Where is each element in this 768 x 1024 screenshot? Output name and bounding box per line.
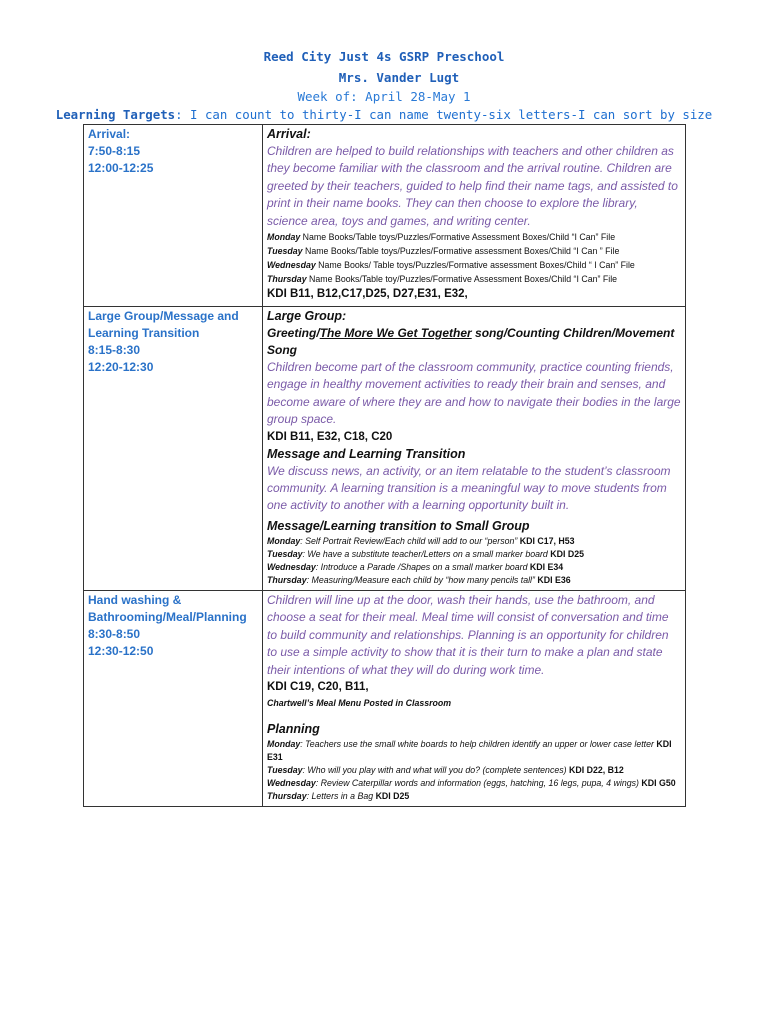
small-group-title: Message/Learning transition to Small Group [267,518,530,533]
section-description: Children will line up at the door, wash their hands, use the bathroom, and choose a seat for their meal. Meal time will consist of conversation and time to build community and relationships. Planning is an opportunity for children to use a simple activity to show that it is their turn to make a plan and state their intentions of what they will do during work time. [267,592,669,677]
row-time-pm: 12:30-12:50 [88,643,154,658]
row-activity-title: Large Group/Message and Learning Transition [88,309,239,341]
day-kdi: KDI D25 [375,790,410,801]
day-line [267,777,681,790]
day-label: Tuesday [267,764,303,775]
greeting-prefix: Greeting/ [267,326,320,341]
day-line [267,561,681,574]
day-text: : Introduce a Parade /Shapes on a small marker board [315,561,530,572]
row-detail-cell [263,307,686,591]
message-description: We discuss news, an activity, or an item relatable to the student’s classroom community. A learning transition is a meaningful way to move students from one activity to another with a learning opportunity built in. [267,463,671,513]
day-label: Monday [267,738,301,749]
section-description: Children are helped to build relationships with teachers and other children as they become familiar with the classroom and the arrival routine. Children are greeted by their teachers, guided to help find their name tags, and assisted to print in their name books. They can then choose to explore the library, science area, toys and games, and writing center. [267,144,678,228]
row-time-cell [84,125,263,307]
week-of: Week of: April 28-May 1 [297,89,471,104]
day-label: Thursday [267,790,307,801]
day-kdi: KDI D25 [550,548,585,559]
day-label: Wednesday [267,777,316,788]
day-kdi: KDI E34 [529,561,564,572]
day-text: : Teachers use the small white boards to help children identify an upper or lower case letter [300,738,657,749]
row-time-pm: 12:20-12:30 [88,360,154,375]
day-label: Tuesday [267,246,303,257]
day-text: : Letters in a Bag [306,790,376,801]
day-kdi: KDI E31 [267,738,672,762]
kdi-codes: KDI C19, C20, B11, [267,680,369,693]
day-kdi: KDI E36 [537,574,571,585]
kdi-codes: KDI B11, B12,C17,D25, D27,E31, E32, [267,288,468,301]
day-text: Name Books/ Table toys/Puzzles/Formative assessment Boxes/Child “ I Can” File [315,260,635,271]
document-header [0,46,768,124]
row-time-am: 7:50-8:15 [88,144,141,158]
meal-menu-note: Chartwell’s Meal Menu Posted in Classroom [267,697,452,708]
kdi-codes: KDI B11, E32, C18, C20 [267,430,393,443]
day-line [267,790,681,803]
day-label: Monday [267,535,301,546]
school-name: Reed City Just 4s GSRP Preschool [263,49,505,64]
day-line [267,258,681,272]
row-time-cell [84,590,263,806]
day-kdi: KDI C17, H53 [519,535,575,546]
row-time-cell [84,307,263,591]
song-title: The More We Get Together [319,326,472,341]
day-text: : Self Portrait Review/Each child will add to our “person” [300,535,520,546]
greeting-line [267,325,681,359]
day-text: : Review Caterpillar words and information (eggs, hatching, 16 legs, pupa, 4 wings) [315,777,642,788]
row-detail-cell [263,590,686,806]
row-activity-title: Arrival: [88,127,131,141]
day-kdi: KDI D22, B12 [569,764,624,775]
day-text: : We have a substitute teacher/Letters on a small marker board [302,548,551,559]
table-row [84,307,686,591]
day-text: Name Books/Table toys/Puzzles/Formative Assessment Boxes/Child “I Can” File [300,232,616,243]
teacher-name: Mrs. Vander Lugt [338,70,460,85]
planning-title: Planning [267,721,320,736]
learning-targets-label: Learning Targets [55,107,176,122]
day-text: Name Books/Table toy/Puzzles/Formative Assessment Boxes/Child “I Can” File [306,274,618,285]
day-line [267,574,681,587]
day-kdi: KDI G50 [641,777,676,788]
day-line [267,272,681,286]
section-title: Arrival: [267,127,311,141]
day-line [267,244,681,258]
day-text: : Measuring/Measure each child by “how many pencils tall” [306,574,538,585]
day-label: Tuesday [267,548,303,559]
day-line [267,738,681,764]
table-row [84,125,686,307]
day-label: Monday [267,232,301,243]
day-label: Thursday [267,574,307,585]
day-text: : Who will you play with and what will you do? (complete sentences) [302,764,570,775]
message-title: Message and Learning Transition [267,446,466,461]
spacer [267,710,681,720]
day-text: Name Books/Table toys/Puzzles/Formative assessment Boxes/Child “I Can ” File [302,246,620,257]
learning-targets-text: : I can count to thirty-I can name twenty-six letters-I can sort by size [175,107,713,122]
learning-targets [0,106,768,124]
day-line [267,764,681,777]
day-label: Wednesday [267,260,316,271]
section-description: Children become part of the classroom community, practice counting friends, engage in healthy movement activities to ready their brain and senses, and become aware of where they are and how to navigate their bodies in the large group space. [267,360,681,427]
section-title: Large Group: [267,309,347,324]
day-line [267,230,681,244]
row-activity-title: Hand washing & Bathrooming/Meal/Planning [88,592,247,624]
day-label: Thursday [267,274,307,285]
row-time-pm: 12:00-12:25 [88,161,154,175]
row-time-am: 8:15-8:30 [88,343,141,358]
greeting-suffix: song/Counting Children/Movement Song [267,326,675,358]
day-label: Wednesday [267,561,316,572]
day-line [267,535,681,548]
row-time-am: 8:30-8:50 [88,626,141,641]
table-row [84,590,686,806]
row-detail-cell [263,125,686,307]
day-line [267,548,681,561]
schedule-table [83,124,686,807]
